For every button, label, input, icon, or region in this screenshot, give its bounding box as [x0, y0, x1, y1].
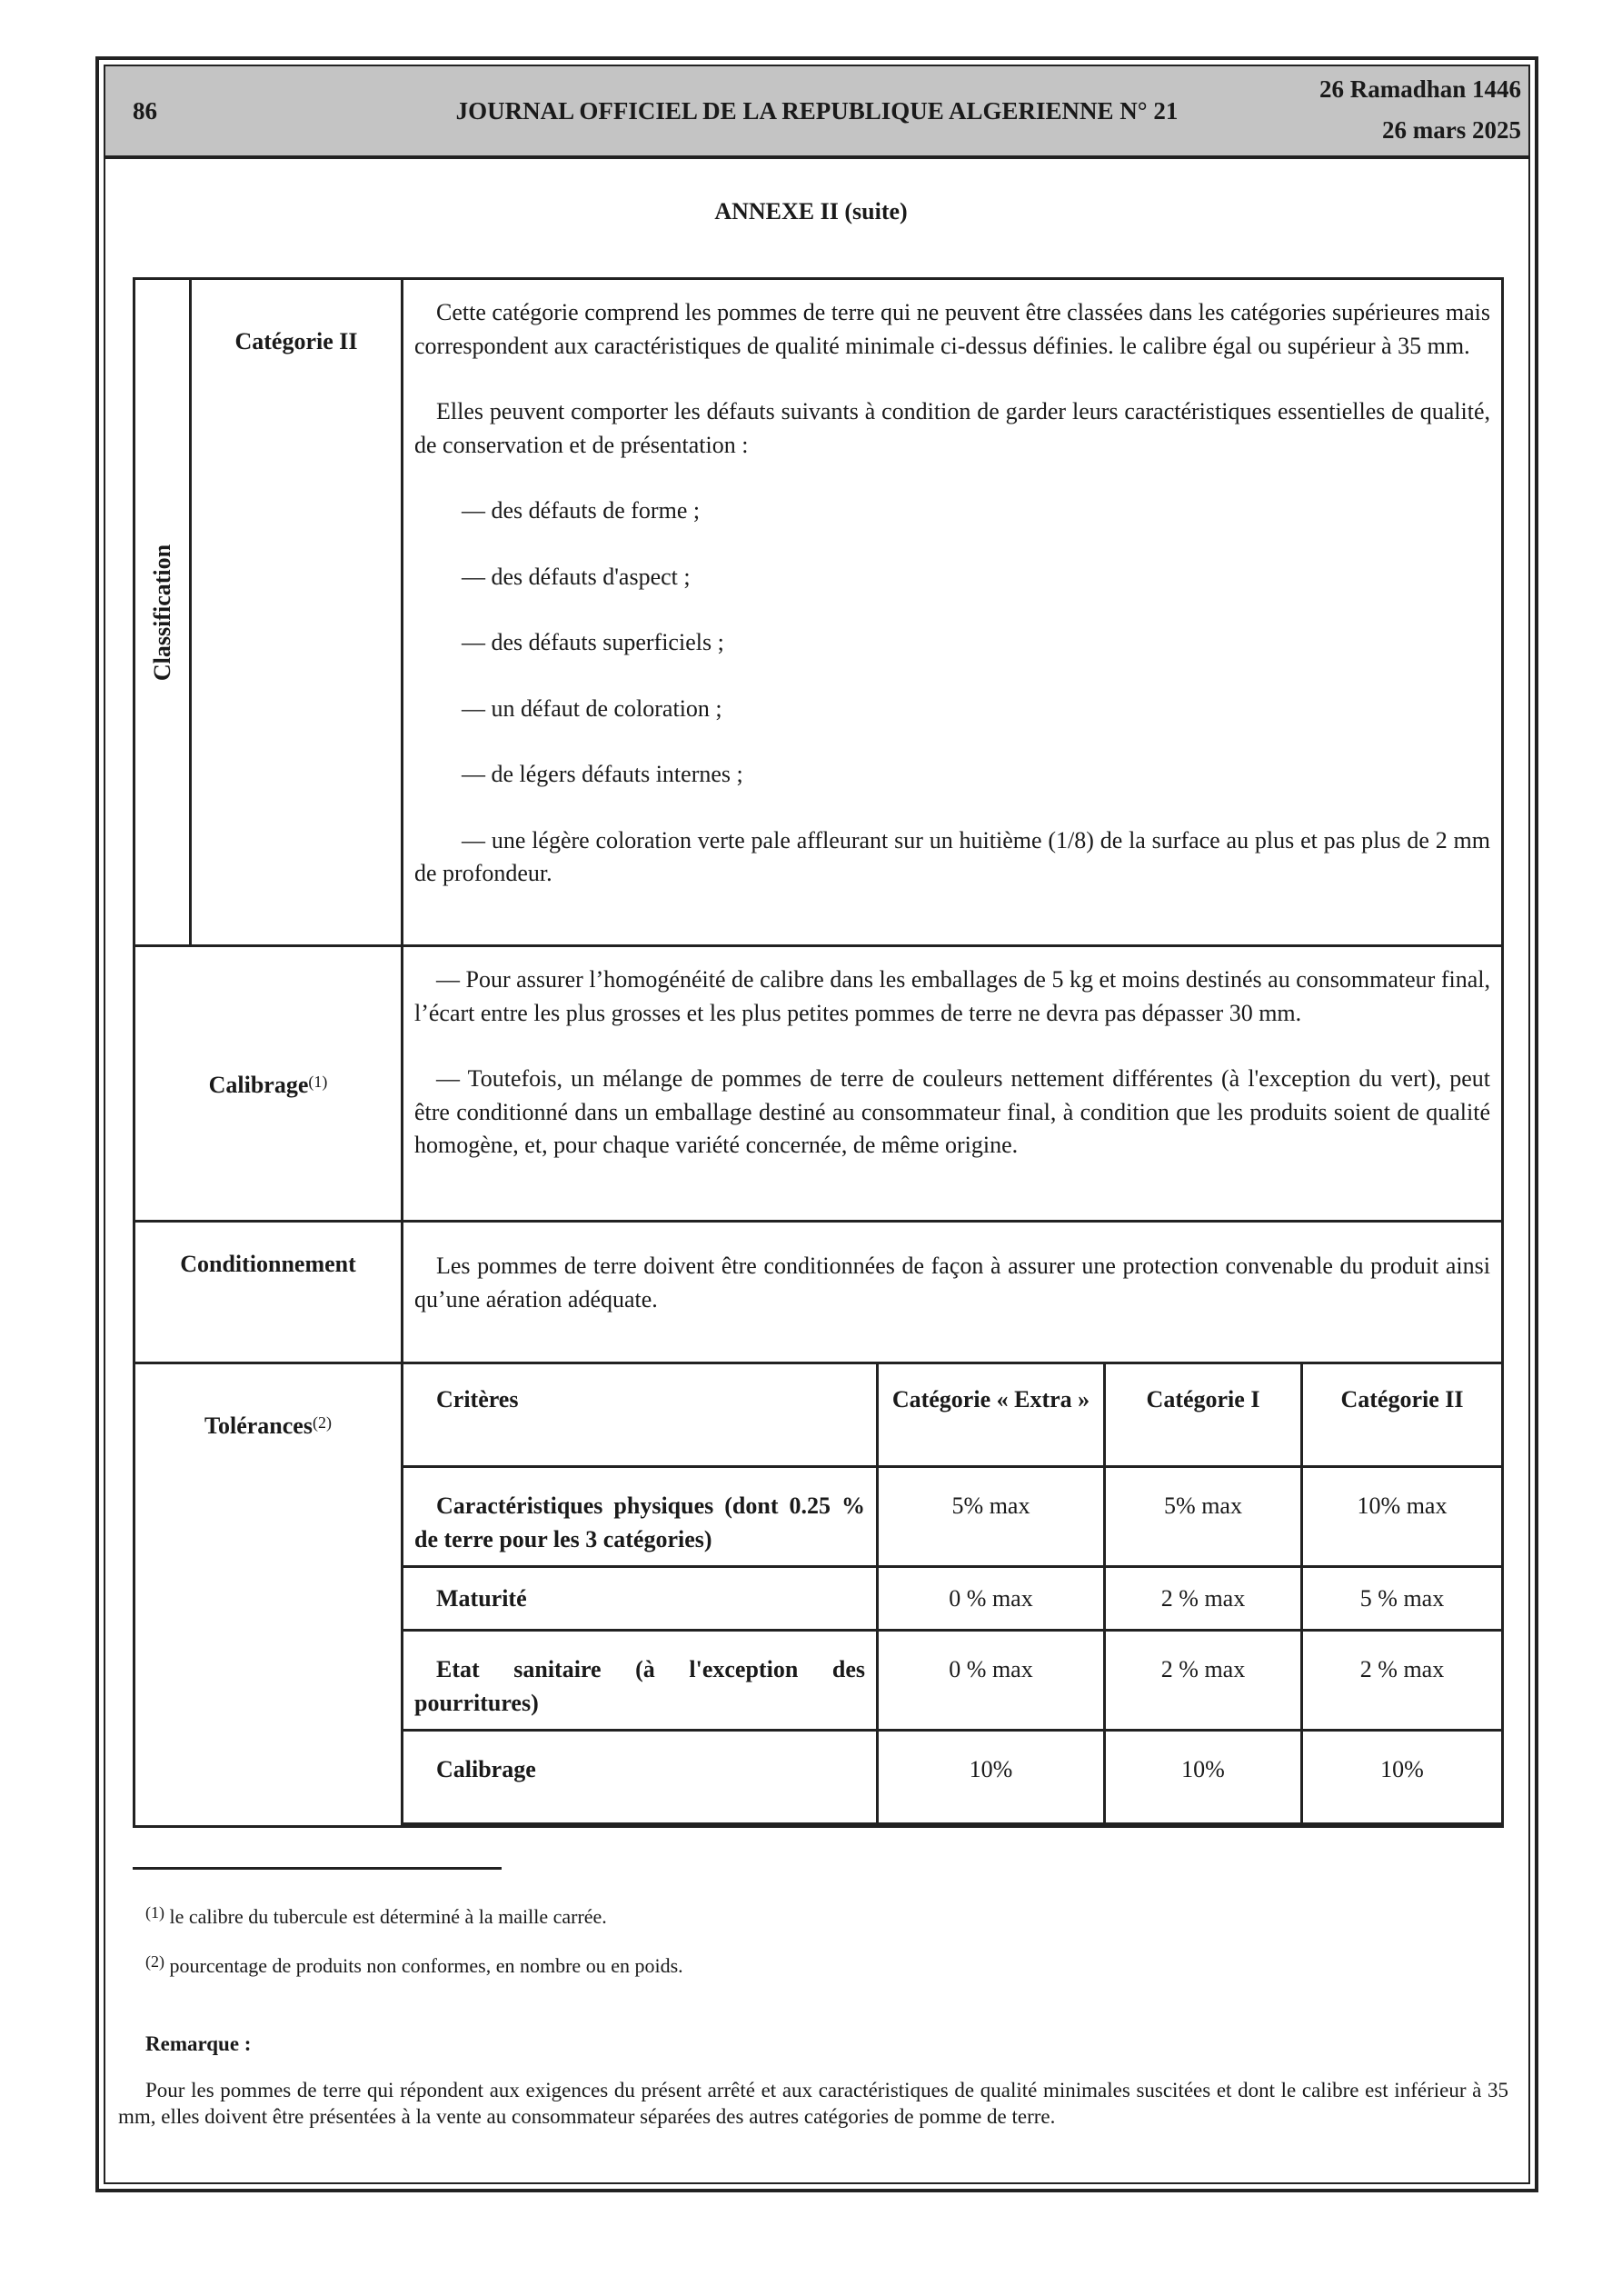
footnote-text: le calibre du tubercule est déterminé à la maille carrée.	[164, 1905, 607, 1928]
paragraph: Les pommes de terre doivent être conditionnées de façon à assurer une protection convenable du produit ainsi qu’une aération adéquate.	[414, 1253, 1490, 1313]
value-cell: 2 % max	[1302, 1631, 1503, 1731]
calibrage-label-cell	[134, 946, 403, 1222]
journal-header	[105, 66, 1528, 159]
header-cat2: Catégorie II	[1302, 1363, 1503, 1467]
conditionnement-text	[403, 1222, 1503, 1363]
tolerances-label: Tolérances	[204, 1413, 313, 1439]
footnote-1	[145, 1903, 607, 1929]
footnote-2	[145, 1952, 683, 1978]
defect-item: — un défaut de coloration ;	[462, 694, 722, 722]
header-criteres: Critères	[403, 1363, 878, 1467]
remarque-title: Remarque :	[145, 2032, 252, 2055]
footnote-divider	[133, 1867, 502, 1870]
defect-item: — des défauts superficiels ;	[462, 629, 724, 655]
defect-item: — une légère coloration verte pale affleurant sur un huitième (1/8) de la surface au plus et pas plus de 2 mm de profondeur.	[414, 826, 1490, 886]
value-cell: 0 % max	[878, 1567, 1105, 1631]
footnote-mark: (2)	[145, 1952, 164, 1971]
classification-label: Classification	[148, 544, 175, 681]
header-extra: Catégorie « Extra »	[878, 1363, 1105, 1467]
table-row	[403, 1467, 1503, 1567]
value-cell: 2 % max	[1105, 1567, 1302, 1631]
value-cell: 10%	[878, 1731, 1105, 1824]
value-cell: 0 % max	[878, 1631, 1105, 1731]
table-row	[403, 1631, 1503, 1731]
calibrage-text	[403, 946, 1503, 1222]
footnote-ref: (1)	[308, 1072, 328, 1091]
journal-title: JOURNAL OFFICIEL DE LA REPUBLIQUE ALGERIENNE N° 21	[455, 97, 1179, 125]
tolerances-cell	[403, 1363, 1503, 1827]
paragraph: — Pour assurer l’homogénéité de calibre dans les emballages de 5 kg et moins destinés au consommateur final, l’écart entre les plus grosses et les plus petites pommes de terre ne devra pas dépasser 30 mm.	[414, 966, 1490, 1026]
classification-cell	[134, 279, 191, 946]
value-cell: 10%	[1105, 1731, 1302, 1824]
annex-table	[133, 277, 1504, 1828]
value-cell: 5% max	[1105, 1467, 1302, 1567]
paragraph: Cette catégorie comprend les pommes de terre qui ne peuvent être classées dans les catégories supérieures mais correspondent aux caractéristiques de qualité minimale ci-dessus définies. le calibre égal ou supérieur à 35 mm.	[414, 299, 1490, 359]
remarque-text: Pour les pommes de terre qui répondent aux exigences du présent arrêté et aux caractéristiques de qualité minimales suscitées et dont le calibre est inférieur à 35 mm, elles doivent être présentées à la vente au consommateur séparées des autres catégories de pomme de terre.	[118, 2079, 1508, 2128]
calibrage-label: Calibrage	[208, 1071, 309, 1098]
tolerances-table	[401, 1362, 1504, 1825]
footnote-text: pourcentage de produits non conformes, en nombre ou en poids.	[164, 1954, 683, 1977]
defect-item: — de légers défauts internes ;	[462, 761, 743, 787]
table-row	[403, 1731, 1503, 1824]
criterion: Etat sanitaire (à l'exception des pourritures)	[403, 1631, 878, 1731]
date-gregorian: 26 mars 2025	[1382, 116, 1521, 144]
value-cell: 2 % max	[1105, 1631, 1302, 1731]
table-row	[403, 1567, 1503, 1631]
date-hijri: 26 Ramadhan 1446	[1318, 75, 1521, 103]
page-number: 86	[133, 97, 157, 125]
conditionnement-label: Conditionnement	[134, 1222, 403, 1363]
footnote-mark: (1)	[145, 1903, 164, 1922]
paragraph: — Toutefois, un mélange de pommes de terre de couleurs nettement différentes (à l'exception du vert), peut être conditionné dans un emballage destiné au consommateur final, à condition que les produits soient de qualité homogène, et, pour chaque variété concernée, de même origine.	[414, 1065, 1490, 1158]
value-cell: 5% max	[878, 1467, 1105, 1567]
criterion: Caractéristiques physiques (dont 0.25 % de terre pour les 3 catégories)	[403, 1467, 878, 1567]
annex-title: ANNEXE II (suite)	[714, 198, 908, 225]
criterion: Calibrage	[403, 1731, 878, 1824]
header-cat1: Catégorie I	[1105, 1363, 1302, 1467]
footnote-ref: (2)	[312, 1413, 332, 1432]
criterion: Maturité	[403, 1567, 878, 1631]
tolerances-label-cell	[134, 1363, 403, 1827]
paragraph: Elles peuvent comporter les défauts suivants à condition de garder leurs caractéristiques essentielles de qualité, de conservation et de présentation :	[414, 398, 1490, 458]
value-cell: 10% max	[1302, 1467, 1503, 1567]
defect-item: — des défauts de forme ;	[462, 497, 701, 524]
categorie2-label: Catégorie II	[191, 279, 403, 946]
value-cell: 10%	[1302, 1731, 1503, 1824]
defect-item: — des défauts d'aspect ;	[462, 563, 691, 590]
value-cell: 5 % max	[1302, 1567, 1503, 1631]
categorie2-text	[403, 279, 1503, 946]
